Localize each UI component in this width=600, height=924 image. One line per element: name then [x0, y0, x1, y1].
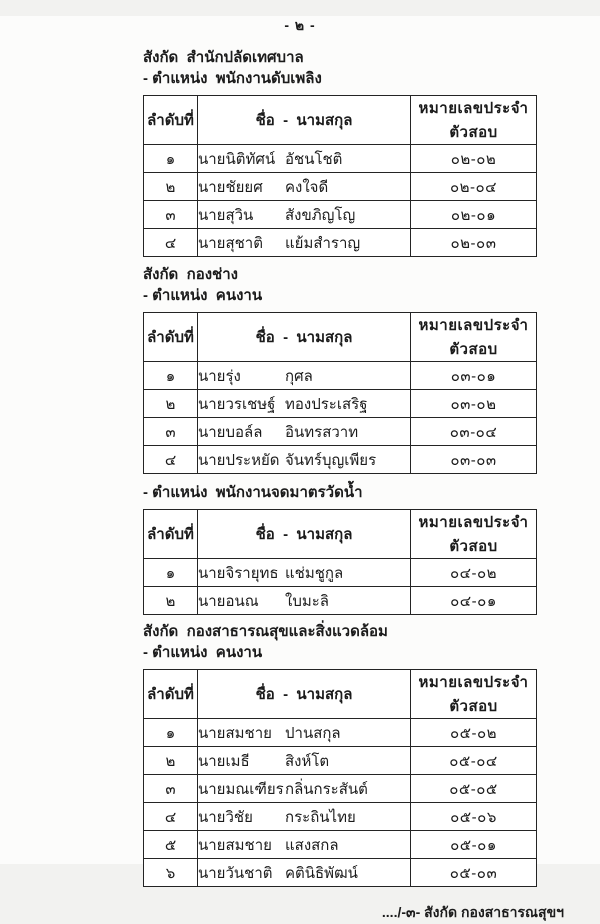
first-name: นายเมธี — [198, 752, 250, 770]
first-name: นายอนณ — [198, 592, 259, 610]
row-number: ๑ — [144, 145, 198, 173]
candidate-name — [198, 362, 411, 390]
first-name: นายสุชาติ — [198, 234, 263, 252]
exam-id-number: ๐๕-๐๖ — [411, 803, 537, 831]
page-content — [143, 47, 543, 887]
section-engineering-division — [143, 264, 543, 474]
candidate-name — [198, 418, 411, 446]
col-header-exam-id: หมายเลขประจำตัวสอบ — [411, 96, 537, 145]
section-municipal-clerk-office — [143, 47, 543, 257]
table-row — [144, 803, 537, 831]
exam-id-number: ๐๔-๐๒ — [411, 559, 537, 587]
exam-id-number: ๐๕-๐๓ — [411, 859, 537, 887]
row-number: ๒ — [144, 173, 198, 201]
candidate-name — [198, 587, 411, 615]
candidates-table — [143, 312, 537, 474]
row-number: ๔ — [144, 803, 198, 831]
exam-id-number: ๐๒-๐๔ — [411, 173, 537, 201]
exam-id-number: ๐๓-๐๒ — [411, 390, 537, 418]
candidate-name — [198, 390, 411, 418]
col-header-name: ชื่อ - นามสกุล — [198, 670, 411, 719]
exam-id-number: ๐๕-๐๕ — [411, 775, 537, 803]
table-header-row — [144, 96, 537, 145]
first-name: นายบอล์ล — [198, 423, 263, 441]
last-name: จันทร์บุญเพียร — [285, 451, 377, 469]
table-row — [144, 587, 537, 615]
first-name: นายชัยยศ — [198, 178, 263, 196]
candidates-table — [143, 95, 537, 257]
last-name: แช่มชูกูล — [285, 564, 344, 582]
first-name: นายจิรายุทธ — [198, 564, 279, 582]
row-number: ๔ — [144, 446, 198, 474]
last-name: ใบมะลิ — [285, 592, 329, 610]
department-heading: สังกัด กองช่าง — [143, 266, 238, 283]
col-header-exam-id: หมายเลขประจำตัวสอบ — [411, 510, 537, 559]
table-header-row — [144, 313, 537, 362]
position-heading: - ตำแหน่ง พนักงานดับเพลิง — [143, 70, 322, 87]
table-row — [144, 559, 537, 587]
position-heading: - ตำแหน่ง คนงาน — [143, 644, 263, 661]
first-name: นายสมชาย — [198, 724, 272, 742]
candidates-table — [143, 509, 537, 615]
row-number: ๓ — [144, 418, 198, 446]
candidates-table — [143, 669, 537, 887]
section-water-meter-reader — [143, 482, 543, 615]
row-number: ๕ — [144, 831, 198, 859]
first-name: นายวรเชษฐ์ — [198, 395, 276, 413]
candidate-name — [198, 145, 411, 173]
page-number: - ๒ - — [284, 17, 316, 33]
last-name: ทองประเสริฐ — [285, 395, 368, 413]
first-name: นายวันชาติ — [198, 864, 273, 882]
candidate-name — [198, 201, 411, 229]
col-header-no: ลำดับที่ — [144, 670, 198, 719]
row-number: ๒ — [144, 747, 198, 775]
table-row — [144, 362, 537, 390]
table-row — [144, 446, 537, 474]
candidate-name — [198, 775, 411, 803]
row-number: ๑ — [144, 559, 198, 587]
table-row — [144, 719, 537, 747]
exam-id-number: ๐๓-๐๔ — [411, 418, 537, 446]
col-header-no: ลำดับที่ — [144, 96, 198, 145]
candidate-name — [198, 831, 411, 859]
position-heading: - ตำแหน่ง คนงาน — [143, 287, 263, 304]
row-number: ๑ — [144, 719, 198, 747]
table-row — [144, 201, 537, 229]
first-name: นายรุ่ง — [198, 367, 241, 385]
candidate-name — [198, 173, 411, 201]
col-header-no: ลำดับที่ — [144, 313, 198, 362]
row-number: ๓ — [144, 201, 198, 229]
last-name: อินทรสวาท — [285, 423, 359, 441]
position-heading: - ตำแหน่ง พนักงานจดมาตรวัดน้ำ — [143, 484, 363, 501]
col-header-no: ลำดับที่ — [144, 510, 198, 559]
candidate-name — [198, 719, 411, 747]
row-number: ๔ — [144, 229, 198, 257]
candidate-name — [198, 229, 411, 257]
col-header-exam-id: หมายเลขประจำตัวสอบ — [411, 313, 537, 362]
last-name: คงใจดี — [285, 178, 329, 196]
table-row — [144, 831, 537, 859]
last-name: คตินิธิพัฒน์ — [285, 864, 358, 882]
last-name: กระถินไทย — [285, 808, 356, 826]
table-row — [144, 390, 537, 418]
department-heading: สังกัด สำนักปลัดเทศบาล — [143, 49, 304, 66]
table-row — [144, 747, 537, 775]
last-name: แสงสกล — [285, 836, 339, 854]
candidate-name — [198, 803, 411, 831]
table-row — [144, 229, 537, 257]
document-page — [0, 16, 600, 920]
last-name: กุศล — [285, 367, 313, 385]
first-name: นายวิชัย — [198, 808, 253, 826]
last-name: ปานสกุล — [285, 724, 341, 742]
exam-id-number: ๐๔-๐๑ — [411, 587, 537, 615]
candidate-name — [198, 446, 411, 474]
first-name: นายประหยัด — [198, 451, 280, 469]
first-name: นายสุวิน — [198, 206, 254, 224]
table-row — [144, 145, 537, 173]
exam-id-number: ๐๓-๐๑ — [411, 362, 537, 390]
table-row — [144, 859, 537, 887]
col-header-name: ชื่อ - นามสกุล — [198, 96, 411, 145]
department-heading: สังกัด กองสาธารณสุขและสิ่งแวดล้อม — [143, 623, 388, 640]
exam-id-number: ๐๒-๐๒ — [411, 145, 537, 173]
first-name: นายสมชาย — [198, 836, 272, 854]
table-row — [144, 173, 537, 201]
exam-id-number: ๐๒-๐๑ — [411, 201, 537, 229]
row-number: ๖ — [144, 859, 198, 887]
col-header-name: ชื่อ - นามสกุล — [198, 313, 411, 362]
col-header-exam-id: หมายเลขประจำตัวสอบ — [411, 670, 537, 719]
row-number: ๒ — [144, 390, 198, 418]
last-name: สังขภิญโญ — [285, 206, 356, 224]
row-number: ๓ — [144, 775, 198, 803]
first-name: นายมณเฑียร — [198, 780, 284, 798]
row-number: ๑ — [144, 362, 198, 390]
exam-id-number: ๐๒-๐๓ — [411, 229, 537, 257]
exam-id-number: ๐๕-๐๔ — [411, 747, 537, 775]
last-name: สิงห์โต — [285, 752, 330, 770]
row-number: ๒ — [144, 587, 198, 615]
last-name: อัชนโชติ — [285, 150, 343, 168]
exam-id-number: ๐๓-๐๓ — [411, 446, 537, 474]
section-public-health-division — [143, 621, 543, 887]
table-row — [144, 418, 537, 446]
col-header-name: ชื่อ - นามสกุล — [198, 510, 411, 559]
table-header-row — [144, 670, 537, 719]
candidate-name — [198, 559, 411, 587]
last-name: กลิ่นกระสันต์ — [285, 780, 368, 798]
exam-id-number: ๐๕-๐๑ — [411, 831, 537, 859]
table-header-row — [144, 510, 537, 559]
candidate-name — [198, 747, 411, 775]
continuation-note: ..../-๓- สังกัด กองสาธารณสุขฯ — [381, 904, 564, 920]
last-name: แย้มสำราญ — [285, 234, 361, 252]
candidate-name — [198, 859, 411, 887]
exam-id-number: ๐๕-๐๒ — [411, 719, 537, 747]
first-name: นายนิติทัศน์ — [198, 150, 276, 168]
table-row — [144, 775, 537, 803]
